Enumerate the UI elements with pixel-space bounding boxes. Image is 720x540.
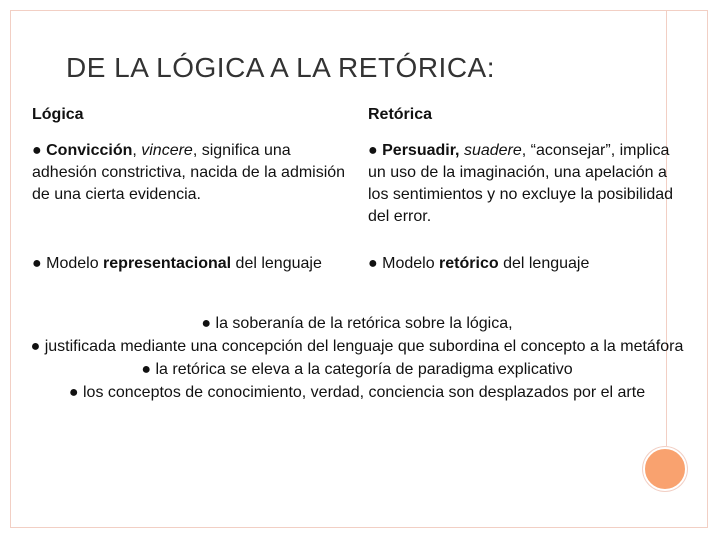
- model-strong: retórico: [439, 255, 499, 272]
- model-post: del lenguaje: [231, 255, 322, 272]
- model-strong: representacional: [103, 255, 232, 272]
- bullet: ●: [32, 255, 42, 272]
- bullet: ●: [368, 142, 378, 159]
- bullet: ●: [368, 255, 378, 272]
- model-post: del lenguaje: [498, 255, 590, 272]
- latin-term: suadere: [463, 142, 522, 159]
- conclusion-line: ● la soberanía de la retórica sobre la lógica,: [201, 315, 513, 332]
- persuade-text: , “aconsejar”, implica un uso de la imaginación, una apelación a los sentimientos y no excluye la posibilidad del error.: [368, 142, 674, 225]
- logic-heading: Lógica: [32, 106, 84, 123]
- logic-model-paragraph: [32, 253, 362, 275]
- bullet: ●: [32, 142, 42, 159]
- decorative-orange-circle: [643, 447, 687, 491]
- conviction-term: Convicción: [46, 142, 133, 159]
- rhetoric-model-paragraph: [368, 253, 682, 275]
- conclusions-block: [24, 312, 690, 404]
- conclusion-line: ● justificada mediante una concepción del lenguaje que subordina el concepto a la metáfora: [30, 338, 684, 355]
- logic-conviction-paragraph: [32, 140, 350, 206]
- conviction-text: , significa una adhesión constrictiva, nacida de la admisión de una cierta evidencia.: [32, 142, 346, 203]
- model-pre: Modelo: [377, 255, 440, 272]
- conclusion-line: ● los conceptos de conocimiento, verdad, conciencia son desplazados por el arte: [68, 384, 646, 401]
- rhetoric-heading: Retórica: [368, 106, 433, 123]
- separator: ,: [132, 142, 142, 159]
- slide-title: DE LA LÓGICA A LA RETÓRICA:: [66, 52, 496, 83]
- conclusion-line: ● la retórica se eleva a la categoría de paradigma explicativo: [141, 361, 573, 378]
- latin-term: vincere: [141, 142, 193, 159]
- model-pre: Modelo: [41, 255, 104, 272]
- persuade-term: Persuadir,: [382, 142, 460, 159]
- rhetoric-persuade-paragraph: [368, 140, 682, 228]
